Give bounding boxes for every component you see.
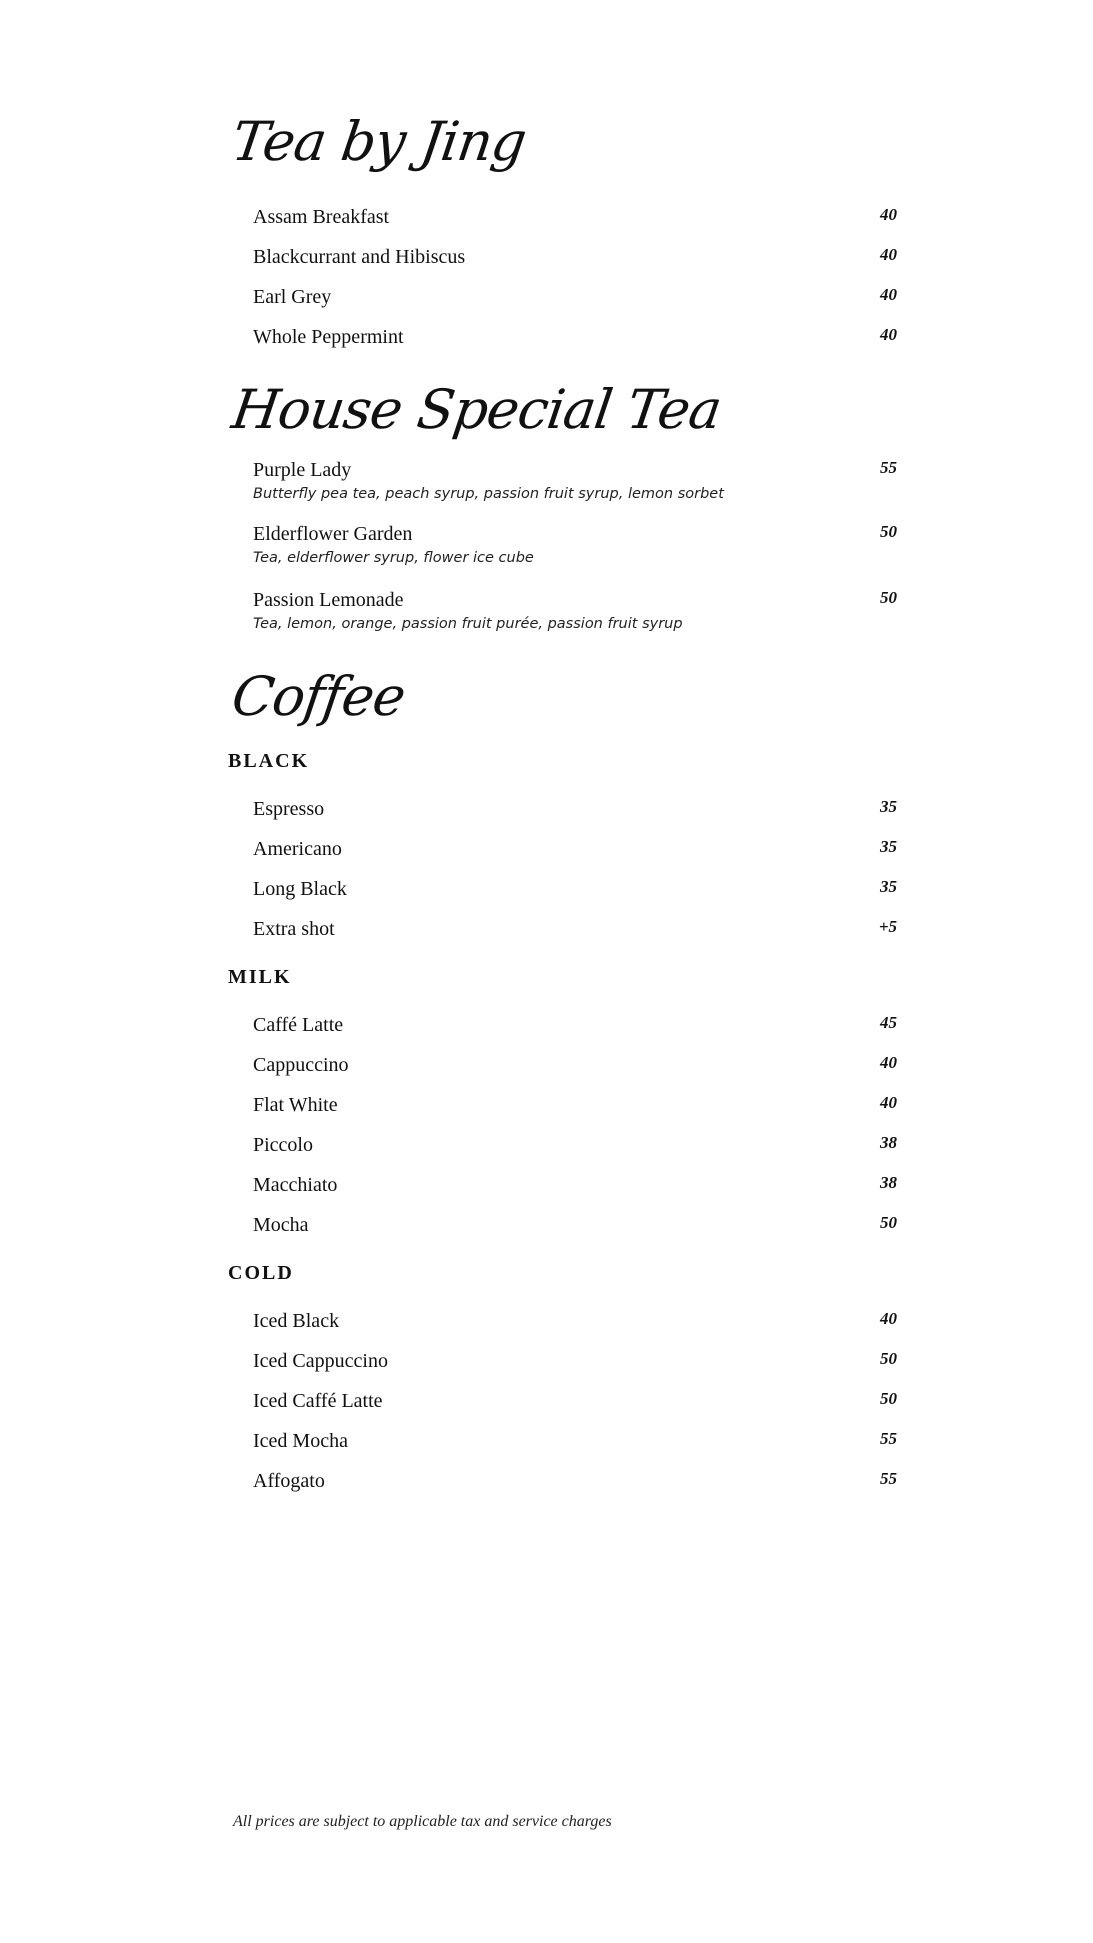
- item-name: Passion Lemonade: [253, 589, 404, 611]
- item-name: Iced Black: [253, 1310, 340, 1332]
- item-name: Mocha: [253, 1214, 309, 1236]
- item-price: 38: [880, 1133, 897, 1152]
- item-price: 40: [880, 1093, 897, 1112]
- item-name: Affogato: [253, 1470, 325, 1492]
- menu-item: [253, 1133, 895, 1157]
- item-description: Butterfly pea tea, peach syrup, passion fruit syrup, lemon sorbet: [253, 486, 724, 502]
- section-title-tea-by-jing: Tea by Jing: [228, 110, 530, 173]
- item-price: 55: [880, 458, 897, 477]
- menu-item: [253, 1013, 895, 1037]
- item-price: 40: [880, 1053, 897, 1072]
- item-name: Caffé Latte: [253, 1014, 344, 1036]
- menu-item: [253, 1349, 895, 1373]
- item-price: 40: [880, 285, 897, 304]
- item-name: Iced Mocha: [253, 1430, 348, 1452]
- menu-item: [253, 797, 895, 821]
- section-title-house-special-tea: House Special Tea: [228, 378, 725, 441]
- menu-item: [253, 205, 895, 229]
- item-price: 55: [880, 1469, 897, 1488]
- item-name: Iced Caffé Latte: [253, 1390, 383, 1412]
- item-name: Long Black: [253, 878, 347, 900]
- item-price: 55: [880, 1429, 897, 1448]
- item-name: Purple Lady: [253, 459, 352, 481]
- menu-item: [253, 1213, 895, 1237]
- item-price: 50: [880, 1389, 897, 1408]
- item-price: 40: [880, 245, 897, 264]
- footer-note: All prices are subject to applicable tax and service charges: [233, 1813, 612, 1830]
- menu-item: [253, 458, 895, 504]
- item-price: 40: [880, 1309, 897, 1328]
- item-name: Macchiato: [253, 1174, 338, 1196]
- subsection-title-black: BLACK: [228, 750, 310, 772]
- item-price: 50: [880, 588, 897, 607]
- item-price: 40: [880, 205, 897, 224]
- menu-item: [253, 1053, 895, 1077]
- menu-item: [253, 1093, 895, 1117]
- item-price: 35: [880, 837, 897, 856]
- item-name: Extra shot: [253, 918, 335, 940]
- menu-item: [253, 325, 895, 349]
- menu-item: [253, 1429, 895, 1453]
- menu-item: [253, 588, 895, 634]
- menu-item: [253, 1469, 895, 1493]
- item-name: Americano: [253, 838, 342, 860]
- item-price: 35: [880, 797, 897, 816]
- item-price: +5: [878, 917, 897, 936]
- item-description: Tea, lemon, orange, passion fruit purée, passion fruit syrup: [253, 616, 683, 632]
- menu-item: [253, 1389, 895, 1413]
- menu-item: [253, 522, 895, 568]
- item-name: Iced Cappuccino: [253, 1350, 388, 1372]
- item-name: Assam Breakfast: [253, 206, 390, 228]
- menu-item: [253, 917, 895, 941]
- menu-item: [253, 245, 895, 269]
- item-price: 35: [880, 877, 897, 896]
- item-price: 40: [880, 325, 897, 344]
- subsection-title-cold: COLD: [228, 1262, 294, 1284]
- item-name: Cappuccino: [253, 1054, 349, 1076]
- item-name: Blackcurrant and Hibiscus: [253, 246, 466, 268]
- item-price: 50: [880, 1213, 897, 1232]
- item-description: Tea, elderflower syrup, flower ice cube: [253, 550, 534, 566]
- menu-item: [253, 285, 895, 309]
- menu-item: [253, 1309, 895, 1333]
- menu-item: [253, 1173, 895, 1197]
- item-name: Espresso: [253, 798, 325, 820]
- section-title-coffee: Coffee: [228, 665, 409, 728]
- item-price: 38: [880, 1173, 897, 1192]
- item-name: Flat White: [253, 1094, 338, 1116]
- menu-item: [253, 877, 895, 901]
- item-name: Elderflower Garden: [253, 523, 413, 545]
- item-price: 45: [880, 1013, 897, 1032]
- item-name: Earl Grey: [253, 286, 332, 308]
- item-name: Piccolo: [253, 1134, 313, 1156]
- item-name: Whole Peppermint: [253, 326, 404, 348]
- subsection-title-milk: MILK: [228, 966, 292, 988]
- item-price: 50: [880, 522, 897, 541]
- item-price: 50: [880, 1349, 897, 1368]
- menu-item: [253, 837, 895, 861]
